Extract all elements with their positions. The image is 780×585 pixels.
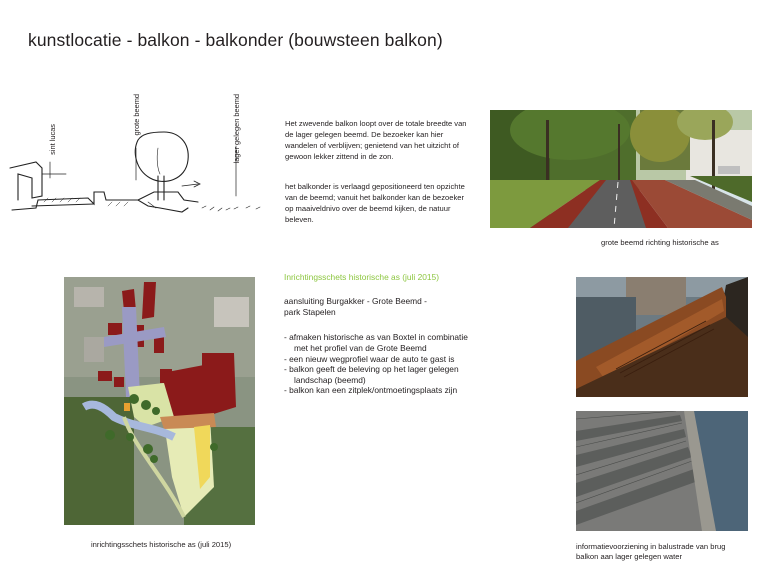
map-caption: inrichtingsschets historische as (juli 2015): [91, 540, 232, 549]
list-item: - een nieuw wegprofiel waar de auto te gast is: [284, 353, 455, 364]
section-sketch: [8, 88, 270, 228]
road-photo-caption: grote beemd richting historische as: [601, 238, 719, 247]
sketch-label-sint-lucas: sint lucas: [48, 124, 57, 155]
section-subheading-line2: park Stapelen: [284, 307, 336, 318]
road-photo-image: [490, 110, 752, 228]
list-item: - balkon kan een zitplek/ontmoetingsplaats zijn: [284, 385, 458, 396]
sketch-label-lager-gelegen-beemd: lager gelegen beemd: [232, 94, 241, 164]
road-photo: [490, 110, 752, 228]
section-bullet-list: [284, 332, 476, 396]
page-title: kunstlocatie - balkon - balkonder (bouwsteen balkon): [28, 30, 443, 50]
water-photo-caption-line1: informatievoorziening in balustrade van brug: [576, 542, 726, 551]
balustrade-photo-image: [576, 277, 748, 397]
intro-paragraph-1: Het zwevende balkon loopt over de totale breedte van de lager gelegen beemd. De bezoeker kan hier wandelen of verblijven; genietend van het uitzicht of gewoon lekker zittend in de zon.: [285, 119, 467, 161]
balustrade-photo: [576, 277, 748, 397]
section-subheading-line1: aansluiting Burgakker - Grote Beemd -: [284, 296, 427, 306]
section-heading: Inrichtingsschets historische as (juli 2015): [284, 272, 440, 282]
sketch-label-grote-beemd: grote beemd: [132, 94, 141, 136]
intro-paragraph-2: het balkonder is verlaagd gepositioneerd ten opzichte van de beemd; vanuit het balkonder kan de bezoeker op maaiveldnivo over de beemd kijken, de natuur beleven.: [285, 182, 465, 224]
water-steps-photo: [576, 411, 748, 531]
site-plan-map-image: [64, 277, 255, 525]
list-item: - balkon geeft de beleving op het lager gelegen landschap (beemd): [284, 364, 459, 385]
list-item: - afmaken historische as van Boxtel in combinatie met het profiel van de Grote Beemd: [284, 332, 468, 353]
section-text: [284, 272, 484, 396]
water-steps-photo-image: [576, 411, 748, 531]
site-plan-map: [64, 277, 255, 525]
water-photo-caption-line2: balkon aan lager gelegen water: [576, 552, 682, 561]
